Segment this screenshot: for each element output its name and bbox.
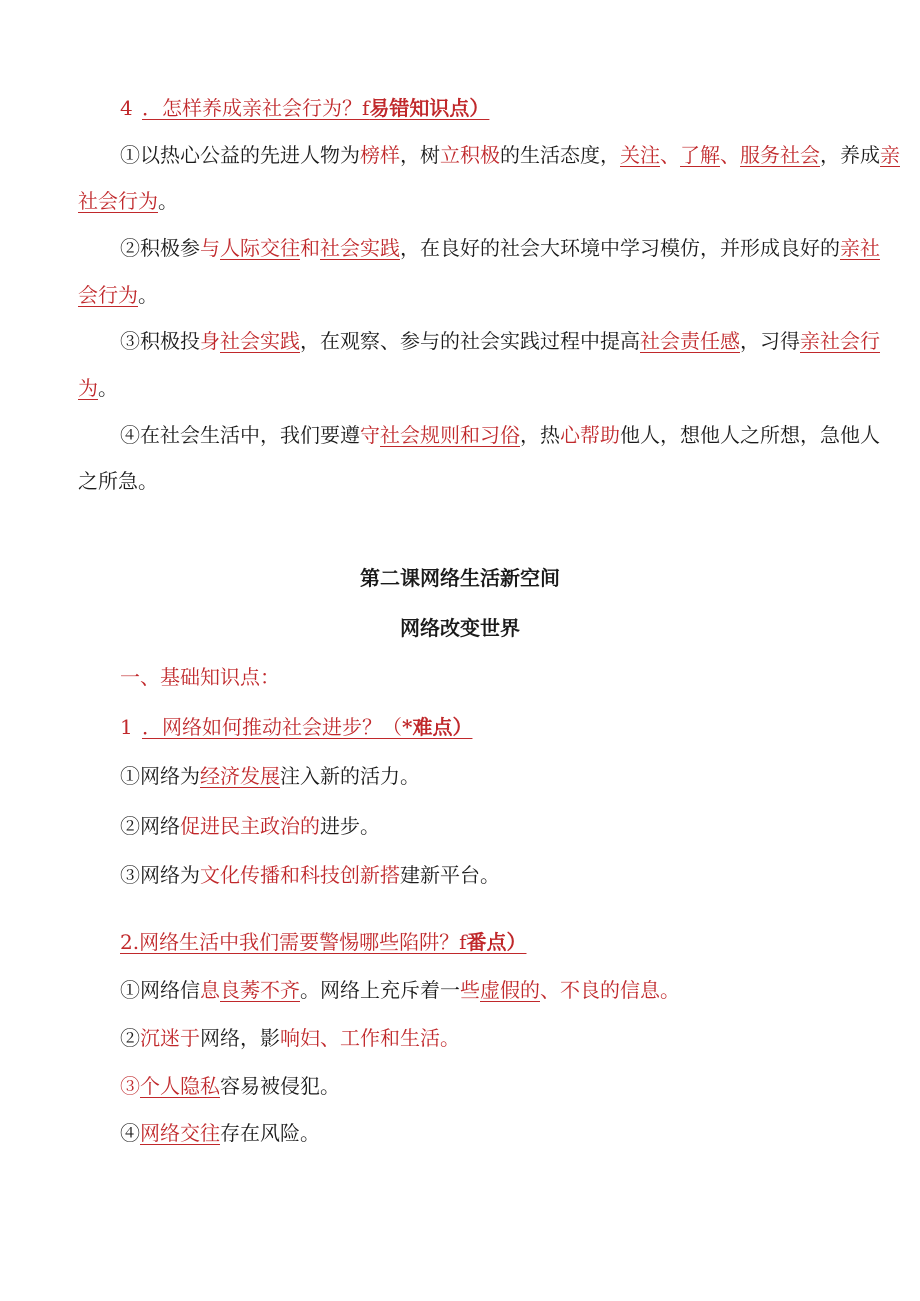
paragraph-2-line-2 — [78, 281, 158, 309]
question-2-heading — [120, 928, 526, 956]
lesson-subtitle: 网络改变世界 — [400, 616, 520, 640]
text-segment: 注入新的活力。 — [280, 764, 420, 788]
highlight-attention: 关注 — [620, 143, 660, 167]
text-segment: 息 — [200, 978, 220, 1002]
text-segment: 、 — [320, 1026, 340, 1050]
text-segment: 容易被侵犯。 — [220, 1074, 340, 1098]
heading-tag: 番点） — [466, 930, 527, 954]
highlight-social-practice: 社会实践 — [220, 329, 300, 353]
highlight-social-rules: 社会规则和习俗 — [380, 423, 520, 447]
paragraph-3-line-1 — [120, 327, 880, 355]
highlight-interpersonal: 人际交往 — [220, 236, 300, 260]
text-segment: ③网络为 — [120, 863, 200, 887]
highlight-responsibility: 社会责任感 — [640, 329, 740, 353]
text-segment: 。 — [138, 283, 158, 307]
highlight-role-model: 榜样 — [360, 143, 400, 167]
heading-tag: 易错知识点） — [369, 96, 490, 120]
heading-text: ．网络如何推动社会进步？（ — [142, 715, 402, 739]
text-segment: 身 — [200, 329, 220, 353]
highlight-understand: 了解 — [680, 143, 720, 167]
text-segment: ①网络信 — [120, 978, 200, 1002]
highlight-online-interaction: 网络交往 — [140, 1121, 220, 1145]
paragraph-3-line-2 — [78, 374, 118, 402]
text-segment: ，在观察、参与的社会实践过程中提高 — [300, 329, 640, 353]
text-segment: 存在风险。 — [220, 1121, 320, 1145]
text-segment: 他人，想他人之所想，急他人 — [620, 423, 880, 447]
text-segment: ，习得 — [740, 329, 800, 353]
highlight-economy: 经济发展 — [200, 764, 280, 788]
text-segment: ①网络为 — [120, 764, 200, 788]
text-segment: ，热 — [520, 423, 560, 447]
text-segment: 守 — [360, 423, 380, 447]
text-segment: ②积极参 — [120, 236, 200, 260]
basics-heading: 一、基础知识点： — [120, 665, 280, 689]
highlight-mixed-quality: 良莠不齐 — [220, 978, 300, 1002]
highlight-democracy: 促进民主政治的 — [180, 814, 320, 838]
highlight-social-practice: 社会实践 — [320, 236, 400, 260]
text-segment: ④在社会生活中，我们要遵 — [120, 423, 360, 447]
text-segment: ④ — [120, 1121, 140, 1145]
text-segment: ，树 — [400, 143, 440, 167]
paragraph-4-line-1 — [120, 421, 880, 449]
text-segment: 。 — [158, 189, 178, 213]
text-segment: ，在良好的社会大环境中学习模仿，并形成良好的 — [400, 236, 840, 260]
paragraph-1-line-1 — [120, 141, 900, 169]
text-segment: 的生活态度， — [500, 143, 620, 167]
highlight-privacy: 个人隐私 — [140, 1074, 220, 1098]
section-4-heading — [120, 94, 489, 122]
question-1-heading — [120, 713, 472, 741]
paragraph-4-line-2: 之所急。 — [78, 469, 158, 493]
question-1-item-1 — [120, 762, 420, 790]
text-segment: ② — [120, 1026, 140, 1050]
question-2-item-3 — [120, 1072, 340, 1100]
text-segment: 与 — [200, 236, 220, 260]
text-segment: 响妇 — [280, 1026, 320, 1050]
highlight-prosocial: 亲社 — [840, 236, 880, 260]
text-segment: ，养成 — [820, 143, 880, 167]
highlight-culture-tech: 文化传播和科技创新搭 — [200, 863, 400, 887]
highlight-prosocial: 亲 — [880, 143, 900, 167]
text-segment: 和 — [300, 236, 320, 260]
question-2-item-4 — [120, 1119, 320, 1147]
highlight-prosocial: 亲社会行 — [800, 329, 880, 353]
heading-text: ．怎样养成亲社会行为？f — [142, 96, 370, 120]
heading-tag: *难点） — [402, 715, 473, 739]
text-segment: 、不良的信息。 — [540, 978, 680, 1002]
text-segment: ③积极投 — [120, 329, 200, 353]
question-1-item-2 — [120, 812, 380, 840]
question-1-item-3 — [120, 861, 500, 889]
text-segment: 。 — [98, 376, 118, 400]
text-segment: 网络，影 — [200, 1026, 280, 1050]
text-segment: 建新平台。 — [400, 863, 500, 887]
text-segment: ①以热心公益的先进人物为 — [120, 143, 360, 167]
heading-number: 1 — [120, 715, 133, 739]
text-segment: ③ — [120, 1074, 140, 1098]
question-2-item-2 — [120, 1024, 460, 1052]
highlight-work-life: 工作和生活 — [340, 1026, 440, 1050]
text-segment: 、 — [660, 143, 680, 167]
text-segment: 、 — [720, 143, 740, 167]
highlight-prosocial: 社会行为 — [78, 189, 158, 213]
heading-number: 4 — [120, 96, 133, 120]
text-segment: ②网络 — [120, 814, 180, 838]
text-segment: 。网络上充斥着一 — [300, 978, 460, 1002]
highlight-prosocial: 为 — [78, 376, 98, 400]
lesson-title: 第二课网络生活新空间 — [360, 566, 560, 590]
highlight-false-info: 虚假的 — [480, 978, 540, 1002]
highlight-help-others: 心帮助 — [560, 423, 620, 447]
paragraph-2-line-1 — [120, 234, 880, 262]
text-segment: 进步。 — [320, 814, 380, 838]
highlight-prosocial: 会行为 — [78, 283, 138, 307]
highlight-addiction: 沉迷于 — [140, 1026, 200, 1050]
highlight-serve-society: 服务社会 — [740, 143, 820, 167]
highlight-positive: 立积极 — [440, 143, 500, 167]
text-segment: 。 — [440, 1026, 460, 1050]
question-2-item-1 — [120, 976, 680, 1004]
paragraph-1-line-2 — [78, 187, 178, 215]
heading-text: 2.网络生活中我们需要警惕哪些陷阱？f — [120, 930, 467, 954]
text-segment: 些 — [460, 978, 480, 1002]
